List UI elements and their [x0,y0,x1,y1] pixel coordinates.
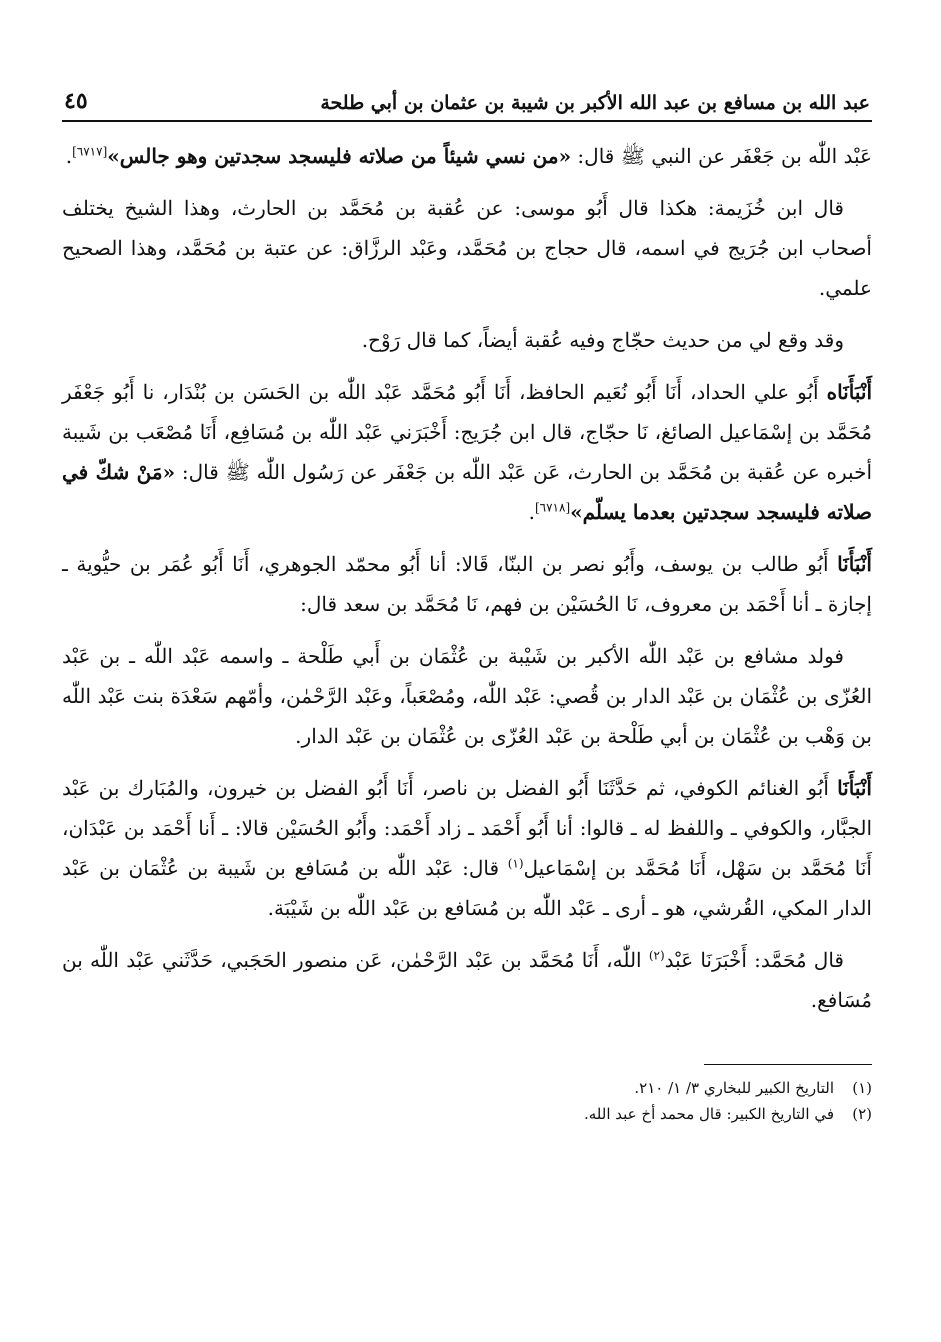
paragraph-1: عَبْد اللّٰه بن جَعْفَر عن النبي ﷺ قال: «من نسي شيئاً من صلاته فليسجد سجدتين وهو جالس»[٦٧١٧]. [65,144,872,168]
footnote-ref-1: (١) [507,856,524,871]
paragraph-5: أَنْبَأَنَا أَبُو طالب بن يوسف، وأَبُو نصر بن البنّا، قَالا: أنا أَبُو محمّد الجوهري، أَنَا أَبُو عُمَر بن حيُّوية ـ إجازة ـ أنا أَحْمَد بن معروف، نَا الحُسَيْن بن فهم، نَا مُحَمَّد بن سعد قال: [62,552,872,616]
footnote-1: (١) التاريخ الكبير للبخاري ٣/ ١/ ٢١٠. [634,1079,872,1097]
running-header [62,74,872,122]
paragraph-4: أَنْبَأَنَاه أَبُو علي الحداد، أَنَا أَبُو نُعَيم الحافظ، أَنَا أَبُو مُحَمَّد عَبْد اللّٰه بن الحَسَن بن بُنْدَار، نا أَبُو جَعْفَر مُحَمَّد بن إسْمَاعيل الصائغ، نَا حجّاج، قال ابن جُرَيج: أَخْبَرَني عَبْد اللّٰه بن مُسَافِع، أَنَا مُصْعَب بن شَيبة أخبره عن عُقبة بن مُحَمَّد بن الحارث، عَن عَبْد اللّٰه بن جَعْفَر عن رَسُول اللّٰه ﷺ قال: «مَنْ شكّ في صلاته فليسجد سجدتين بعدما يسلّم»[٦٧١٨]. [62,380,872,524]
running-title: عبد الله بن مسافع بن عبد الله الأكبر بن شيبة بن عثمان بن أبي طلحة [320,92,870,114]
paragraph-8: قال مُحَمَّد: أَخْبَرَنَا عَبْد$^{(٢)}$ اللّٰه، أَنَا مُحَمَّد بن عَبْد الرَّحْمٰن، عَن منصور الحَجَبي، حَدَّثَني عَبْد اللّٰه بن مُسَافع. [62,948,872,1012]
paragraph-3: وقد وقع لي من حديث حجّاج وفيه عُقبة أيضاً، كما قال رَوْح. [361,328,844,352]
footnote-divider [704,1064,872,1065]
paragraph-7: أَنْبَأَنَا أَبُو الغنائم الكوفي، ثم حَدَّثَنَا أَبُو الفضل بن ناصر، أَنَا أَبُو الفضل بن خيرون، والمُبَارك بن عَبْد الجبَّار، والكوفي ـ واللفظ له ـ قالوا: أنا أَبُو أَحْمَد ـ زاد أَحْمَد: وأَبُو الحُسَيْن قالا: ـ أَنا أَحْمَد بن عَبْدَان، أَنَا مُحَمَّد بن سَهْل، أَنَا مُحَمَّد بن إسْمَاعيل$^{(١)}$ قال: عَبْد اللّٰه بن مُسَافع بن شَيبة بن عُثْمَان بن عَبْد الدار المكي، القُرشي، هو ـ أرى ـ عَبْد اللّٰه بن مُسَافع بن عَبْد اللّٰه بن شَيْبَة. [62,776,872,920]
page-number: ٤٥ [64,88,88,114]
page [62,74,872,1127]
paragraph-2: قال ابن خُزَيمة: هكذا قال أَبُو موسى: عن عُقبة بن مُحَمَّد بن الحارث، وهذا الشيخ يختلف أصحاب ابن جُرَيج في اسمه، قال حجاج بن مُحَمَّد، وعَبْد الرزَّاق: عن عتبة بن مُحَمَّد، وهذا الصحيح علمي. [62,196,872,300]
footnote-2: (٢) في التاريخ الكبير: قال محمد أخ عبد الله. [583,1105,872,1123]
main-text [62,136,872,1020]
paragraph-6: فولد مشافع بن عَبْد اللّٰه الأكبر بن شَيْبة بن عُثْمَان بن أَبي طَلْحة ـ واسمه عَبْد اللّٰه ـ بن عَبْد العُزّى بن عُثْمَان بن عَبْد الدار بن قُصي: عَبْد اللّٰه، ومُصْعَباً، وعَبْد الرَّحْمٰن، وأمّهم سَعْدَة بنت عَبْد اللّٰه بن وَهْب بن عُثْمَان بن أبي طَلْحة بن عَبْد العُزّى بن عُثْمَان بن عَبْد الدار. [62,644,872,748]
footnotes [62,1075,872,1127]
footnote-ref-2: (٢) [648,948,665,963]
